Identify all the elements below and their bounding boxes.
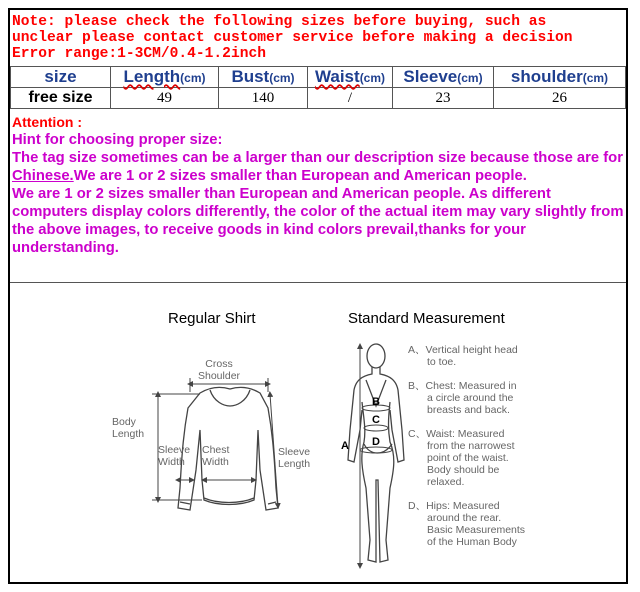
attention-paragraph-2: We are 1 or 2 sizes smaller than European and American people. As different computers display colors differently, the color of the actual item may vary slightly from the above images, to receive goods in kind colors prevail,thanks for your understanding. xyxy=(12,186,624,256)
marker-b: B xyxy=(372,396,380,408)
measure-c-text: C、Waist: Measured from the narrowest point of the waist. Body should be relaxed. xyxy=(408,428,515,488)
marker-d: D xyxy=(372,436,380,448)
marker-c: C xyxy=(372,414,380,426)
chest-width-label: Chest Width xyxy=(202,444,230,468)
header-sleeve: Sleeve(cm) xyxy=(393,67,494,88)
cell-bust: 140 xyxy=(219,88,308,109)
header-length: Length(cm) xyxy=(111,67,219,88)
cell-sleeve: 23 xyxy=(393,88,494,109)
attention-hint: Hint for choosing proper size: xyxy=(12,132,223,148)
measurement-illustrations xyxy=(10,10,626,582)
attention-title: Attention : xyxy=(12,114,82,130)
cell-size: free size xyxy=(11,88,111,109)
standard-measurement-title: Standard Measurement xyxy=(348,310,505,327)
header-waist: Waist(cm) xyxy=(308,67,393,88)
cell-waist: / xyxy=(308,88,393,109)
note-line-2: unclear please contact customer service before making a decision xyxy=(12,30,573,46)
marker-a: A xyxy=(341,440,349,452)
header-shoulder: shoulder(cm) xyxy=(494,67,626,88)
cell-length: 49 xyxy=(111,88,219,109)
attention-paragraph-1: The tag size sometimes can be a larger than our description size because those are for Chinese.We are 1 or 2 sizes smaller than European and American people. xyxy=(12,150,623,184)
body-length-label: Body Length xyxy=(112,416,145,440)
note-line-1: Note: please check the following sizes before buying, such as xyxy=(12,14,547,30)
sleeve-length-label: Sleeve Length xyxy=(278,446,311,470)
size-chart-frame xyxy=(8,8,628,584)
regular-shirt-title: Regular Shirt xyxy=(168,310,256,327)
measure-d-text: D、Hips: Measured around the rear. Basic Measurements of the Human Body xyxy=(408,500,526,548)
header-bust: Bust(cm) xyxy=(219,67,308,88)
cell-shoulder: 26 xyxy=(494,88,626,109)
cross-shoulder-label: Cross Shoulder xyxy=(198,358,241,382)
sleeve-width-label: Sleeve Width xyxy=(158,444,191,468)
measure-a-text: A、Vertical height head to toe. xyxy=(408,344,518,368)
header-size: size xyxy=(11,67,111,88)
note-line-3: Error range:1-3CM/0.4-1.2inch xyxy=(12,46,266,62)
measure-b-text: B、Chest: Measured in a circle around the breasts and back. xyxy=(408,380,517,416)
